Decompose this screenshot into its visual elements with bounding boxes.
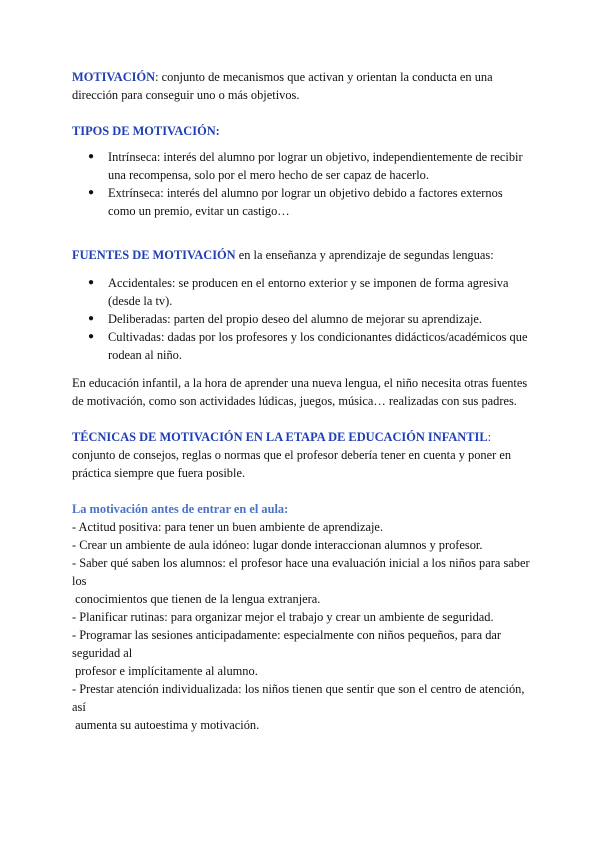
list-item: ● Cultivadas: dadas por los profesores y los condicionantes didácticos/académicos que rodean al niño. — [88, 330, 528, 362]
bullet-icon: ● — [88, 331, 95, 342]
list-item: ● Intrínseca: interés del alumno por lograr un objetivo, independientemente de recibir una recompensa, solo por el mero hecho de ser capaz de hacerlo. — [88, 150, 523, 182]
intro-text: : conjunto de mecanismos que activan y orientan la conducta en una dirección para conseguir uno o más objetivos. — [72, 70, 493, 102]
list-item: - Actitud positiva: para tener un buen ambiente de aprendizaje. — [72, 520, 384, 534]
antes-heading: La motivación antes de entrar en el aula: — [72, 502, 289, 516]
tecnicas-heading: TÉCNICAS DE MOTIVACIÓN EN LA ETAPA DE EDUCACIÓN INFANTIL: — [72, 430, 492, 444]
tipos-list — [72, 148, 532, 220]
tecnicas-text: conjunto de consejos, reglas o normas que el profesor debería tener en cuenta y poner en práctica siempre que fuera posible. — [72, 448, 512, 480]
list-item: profesor e implícitamente al alumno. — [72, 664, 258, 678]
bullet-icon: ● — [88, 187, 95, 198]
document-page — [72, 68, 532, 734]
tipos-heading: TIPOS DE MOTIVACIÓN: — [72, 124, 220, 138]
list-item: aumenta su autoestima y motivación. — [72, 718, 260, 732]
intro-paragraph — [72, 68, 532, 104]
list-item: - Planificar rutinas: para organizar mejor el trabajo y crear un ambiente de seguridad. — [72, 610, 494, 624]
list-item: - Saber qué saben los alumnos: el profesor hace una evaluación inicial a los niños para saber los — [72, 556, 530, 588]
bullet-icon: ● — [88, 313, 95, 324]
fuentes-list — [72, 274, 532, 364]
fuentes-heading: FUENTES DE MOTIVACIÓN en la enseñanza y aprendizaje de segundas lenguas: — [72, 248, 494, 262]
list-item: ● Extrínseca: interés del alumno por lograr un objetivo debido a factores externos como un premio, evitar un castigo… — [88, 186, 503, 218]
list-item: ● Accidentales: se producen en el entorno exterior y se imponen de forma agresiva (desde la tv). — [88, 276, 509, 308]
intro-term: MOTIVACIÓN — [72, 70, 156, 84]
list-item: - Prestar atención individualizada: los niños tienen que sentir que son el centro de atención, así — [72, 682, 525, 714]
bullet-icon: ● — [88, 151, 95, 162]
list-item: ● Deliberadas: parten del propio deseo del alumno de mejorar su aprendizaje. — [88, 312, 482, 326]
list-item: conocimientos que tienen de la lengua extranjera. — [72, 592, 321, 606]
fuentes-paragraph: En educación infantil, a la hora de aprender una nueva lengua, el niño necesita otras fuentes de motivación, como son actividades lúdicas, juegos, música… realizadas con sus padres. — [72, 376, 528, 408]
antes-list — [72, 518, 532, 734]
list-item: - Crear un ambiente de aula idóneo: lugar donde interaccionan alumnos y profesor. — [72, 538, 483, 552]
list-item: - Programar las sesiones anticipadamente: especialmente con niños pequeños, para dar seguridad al — [72, 628, 502, 660]
bullet-icon: ● — [88, 277, 95, 288]
